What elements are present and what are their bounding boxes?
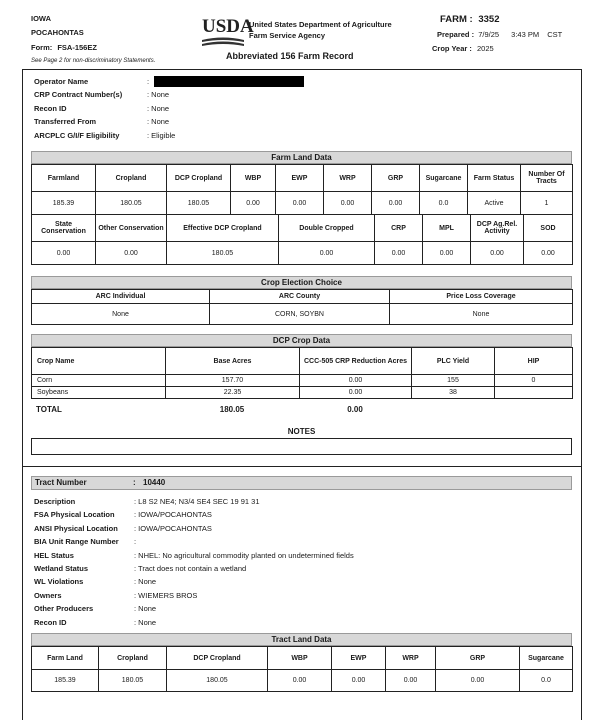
frame-right-border (581, 69, 582, 720)
double-cropped-header: Double Cropped (279, 215, 375, 242)
tract-row: Recon ID : None (34, 616, 574, 629)
sugarcane-value: 0.0 (420, 192, 468, 215)
tract-field-label: HEL Status (34, 550, 74, 560)
crop-election-header-row (32, 290, 573, 304)
ccc-505-cell: 0.00 (300, 375, 412, 387)
transferred-from-value: None (151, 117, 170, 127)
farm-status-header: Farm Status (468, 165, 521, 192)
tract-ewp-value: 0.00 (332, 670, 386, 692)
document-title: Abbreviated 156 Farm Record (226, 51, 354, 61)
crp-contract-value: None (151, 90, 170, 100)
agency-line1: United States Department of Agriculture (249, 20, 392, 29)
tract-info (34, 495, 574, 630)
tract-field-value: NHEL: No agricultural commodity planted on undetermined fields (138, 550, 354, 560)
farm-status-value: Active (468, 192, 521, 215)
tract-field-label: FSA Physical Location (34, 510, 115, 520)
tract-field-value: L8 S2 NE4; N3/4 SE4 SEC 19 91 31 (138, 497, 260, 506)
dcp-crop-table (31, 347, 573, 399)
tract-field-label: ANSI Physical Location (34, 523, 118, 533)
dcp-crop-data-title: DCP Crop Data (31, 334, 572, 347)
tract-field-label: Wetland Status (34, 564, 89, 573)
dcp-cropland-value: 180.05 (167, 192, 231, 215)
recon-id-value: None (151, 103, 170, 113)
operator-label: Operator Name (34, 77, 89, 86)
state-name: IOWA (31, 14, 51, 23)
farmland-header: Farmland (32, 165, 96, 192)
sod-value: 0.00 (524, 242, 573, 265)
tract-dcp-cropland-header: DCP Cropland (167, 647, 268, 670)
wrp-header: WRP (324, 165, 372, 192)
crp-header: CRP (375, 215, 423, 242)
operator-row-eligibility: ARCPLC G/I/F Eligibility : Eligible (34, 129, 574, 142)
tract-row: ANSI Physical Location : IOWA/POCAHONTAS (34, 522, 574, 535)
state-conservation-header: State Conservation (32, 215, 96, 242)
tract-field-value: None (138, 617, 157, 627)
form-label: Form: (31, 43, 53, 52)
tract-farm-land-value: 185.39 (32, 670, 99, 692)
county-name: POCAHONTAS (31, 28, 84, 37)
crop-year-value: 2025 (476, 44, 494, 53)
dcp-ag-rel-activity-header: DCP Ag.Rel. Activity (471, 215, 524, 242)
tract-field-label: Other Producers (34, 604, 94, 614)
tract-wbp-value: 0.00 (268, 670, 332, 692)
cropland-header: Cropland (96, 165, 167, 192)
tract-field-label: WL Violations (34, 577, 84, 587)
farm-number (440, 14, 500, 25)
tract-wrp-value: 0.00 (386, 670, 436, 692)
usda-logo-swoosh-icon (202, 37, 244, 51)
double-cropped-value: 0.00 (279, 242, 375, 265)
crp-value: 0.00 (375, 242, 423, 265)
tract-field-label: Recon ID (34, 617, 67, 627)
ccc-505-header: CCC-505 CRP Reduction Acres (300, 348, 412, 375)
farm-land-data-title: Farm Land Data (31, 151, 572, 164)
number-of-tracts-value: 1 (521, 192, 573, 215)
farm-land-header-row (32, 165, 573, 192)
notes-box (31, 438, 572, 455)
eligibility-label: ARCPLC G/I/F Eligibility (34, 130, 120, 140)
crop-name-cell: Corn (32, 375, 166, 387)
agency-line2: Farm Service Agency (249, 31, 326, 40)
crop-name-header: Crop Name (32, 348, 166, 375)
tract-field-label: BIA Unit Range Number (34, 537, 119, 547)
farm-label: FARM : (440, 14, 473, 25)
tract-farm-land-header: Farm Land (32, 647, 99, 670)
form-number: FSA-156EZ (57, 43, 97, 52)
tract-cropland-value: 180.05 (99, 670, 167, 692)
wbp-value: 0.00 (231, 192, 276, 215)
tract-sugarcane-value: 0.0 (520, 670, 573, 692)
base-acres-cell: 22.35 (166, 387, 300, 399)
tract-field-value: None (138, 577, 157, 587)
price-loss-coverage-value: None (390, 304, 573, 325)
effective-dcp-cropland-value: 180.05 (167, 242, 279, 265)
notes-title: NOTES (287, 427, 316, 436)
operator-row-transferred: Transferred From : None (34, 115, 574, 128)
operator-info (34, 75, 574, 145)
operator-row-crp: CRP Contract Number(s) : None (34, 88, 574, 101)
usda-logo-text: USDA (202, 16, 254, 37)
tract-field-label: Description (34, 497, 76, 506)
frame-top-border (22, 69, 582, 70)
other-conservation-value: 0.00 (96, 242, 167, 265)
tract-dcp-cropland-value: 180.05 (167, 670, 268, 692)
frame-left-border (22, 69, 23, 720)
operator-row-name: Operator Name : (34, 75, 574, 88)
crop-year-line (432, 44, 494, 53)
ewp-value: 0.00 (276, 192, 324, 215)
tract-field-value: Tract does not contain a wetland (138, 564, 247, 573)
arc-county-header: ARC County (210, 290, 390, 304)
dcp-crop-row (32, 387, 573, 399)
dcp-crop-header-row (32, 348, 573, 375)
tract-grp-header: GRP (436, 647, 520, 670)
tract-row: Other Producers : None (34, 602, 574, 615)
cropland-value: 180.05 (96, 192, 167, 215)
crop-name-cell: Soybeans (32, 387, 166, 399)
arc-individual-header: ARC Individual (32, 290, 210, 304)
sugarcane-header: Sugarcane (420, 165, 468, 192)
form-id (31, 43, 97, 52)
crop-election-title: Crop Election Choice (31, 276, 572, 289)
dcp-crop-row (32, 375, 573, 387)
non-discrimination-note: See Page 2 for non-discriminatory Statements. (31, 58, 156, 64)
crop-election-table (31, 289, 573, 325)
tract-row: Owners : WIEMERS BROS (34, 589, 574, 602)
tract-wrp-header: WRP (386, 647, 436, 670)
wbp-header: WBP (231, 165, 276, 192)
arc-county-value: CORN, SOYBN (210, 304, 390, 325)
tract-number-band (31, 476, 572, 490)
crop-year-label: Crop Year : (432, 44, 472, 53)
farm-land-value-row (32, 192, 573, 215)
base-acres-header: Base Acres (166, 348, 300, 375)
farmland-value: 185.39 (32, 192, 96, 215)
tract-row: WL Violations : None (34, 575, 574, 588)
conservation-value-row (32, 242, 573, 265)
state-conservation-value: 0.00 (32, 242, 96, 265)
prepared-time: 3:43 PM (511, 30, 540, 39)
tract-sugarcane-header: Sugarcane (520, 647, 573, 670)
tract-field-label: Owners (34, 590, 62, 600)
section-divider (22, 466, 582, 467)
plc-yield-header: PLC Yield (412, 348, 495, 375)
sod-header: SOD (524, 215, 573, 242)
tract-field-value: WIEMERS BROS (138, 590, 198, 600)
ewp-header: EWP (276, 165, 324, 192)
tract-row: HEL Status : NHEL: No agricultural commodity planted on undetermined fields (34, 549, 574, 562)
crop-election-value-row (32, 304, 573, 325)
tract-land-header-row (32, 647, 573, 670)
number-of-tracts-header: Number Of Tracts (521, 165, 573, 192)
price-loss-coverage-header: Price Loss Coverage (390, 290, 573, 304)
tract-field-value: None (138, 604, 157, 614)
tract-land-data-title: Tract Land Data (31, 633, 572, 646)
operator-row-recon: Recon ID : None (34, 102, 574, 115)
tract-land-table (31, 646, 573, 692)
wrp-value: 0.00 (324, 192, 372, 215)
tract-row: FSA Physical Location : IOWA/POCAHONTAS (34, 508, 574, 521)
tract-number-colon: : (133, 478, 136, 487)
tract-land-value-row (32, 670, 573, 692)
conservation-header-row (32, 215, 573, 242)
operator-name-redacted (154, 76, 304, 87)
base-acres-cell: 157.70 (166, 375, 300, 387)
tract-field-value: IOWA/POCAHONTAS (138, 510, 212, 520)
eligibility-value: Eligible (151, 130, 176, 140)
mpl-value: 0.00 (423, 242, 471, 265)
tract-ewp-header: EWP (332, 647, 386, 670)
arc-individual-value: None (32, 304, 210, 325)
effective-dcp-cropland-header: Effective DCP Cropland (167, 215, 279, 242)
plc-yield-cell: 38 (412, 387, 495, 399)
grp-value: 0.00 (372, 192, 420, 215)
crp-contract-label: CRP Contract Number(s) (34, 90, 123, 100)
farm-number-value: 3352 (478, 14, 500, 25)
usda-logo (202, 16, 254, 51)
tract-number-value: 10440 (143, 478, 166, 487)
tract-field-value: IOWA/POCAHONTAS (138, 523, 212, 533)
plc-yield-cell: 155 (412, 375, 495, 387)
hip-header: HIP (495, 348, 573, 375)
recon-id-label: Recon ID (34, 103, 67, 113)
dcp-total-row (31, 403, 572, 416)
prepared-date: 7/9/25 (478, 30, 500, 39)
other-conservation-header: Other Conservation (96, 215, 167, 242)
tract-row: Description : L8 S2 NE4; N3/4 SE4 SEC 19 91 31 (34, 495, 574, 508)
ccc-505-cell: 0.00 (300, 387, 412, 399)
mpl-header: MPL (423, 215, 471, 242)
farm-land-table-top (31, 164, 573, 215)
hip-cell (495, 387, 573, 399)
prepared-timezone: CST (547, 30, 563, 39)
tract-cropland-header: Cropland (99, 647, 167, 670)
tract-wbp-header: WBP (268, 647, 332, 670)
total-ccc-505: 0.00 (347, 405, 363, 414)
hip-cell: 0 (495, 375, 573, 387)
total-label: TOTAL (36, 405, 62, 414)
dcp-crop-total (31, 403, 572, 416)
farm-land-table-bottom (31, 214, 573, 265)
tract-row: Wetland Status : Tract does not contain a wetland (34, 562, 574, 575)
tract-row: BIA Unit Range Number : (34, 535, 574, 548)
dcp-cropland-header: DCP Cropland (167, 165, 231, 192)
prepared-label: Prepared : (437, 30, 475, 39)
tract-number-label: Tract Number (35, 478, 87, 487)
dcp-ag-rel-activity-value: 0.00 (471, 242, 524, 265)
transferred-from-label: Transferred From (34, 117, 97, 127)
prepared-line (437, 30, 562, 39)
tract-grp-value: 0.00 (436, 670, 520, 692)
total-base-acres: 180.05 (219, 405, 245, 414)
grp-header: GRP (372, 165, 420, 192)
